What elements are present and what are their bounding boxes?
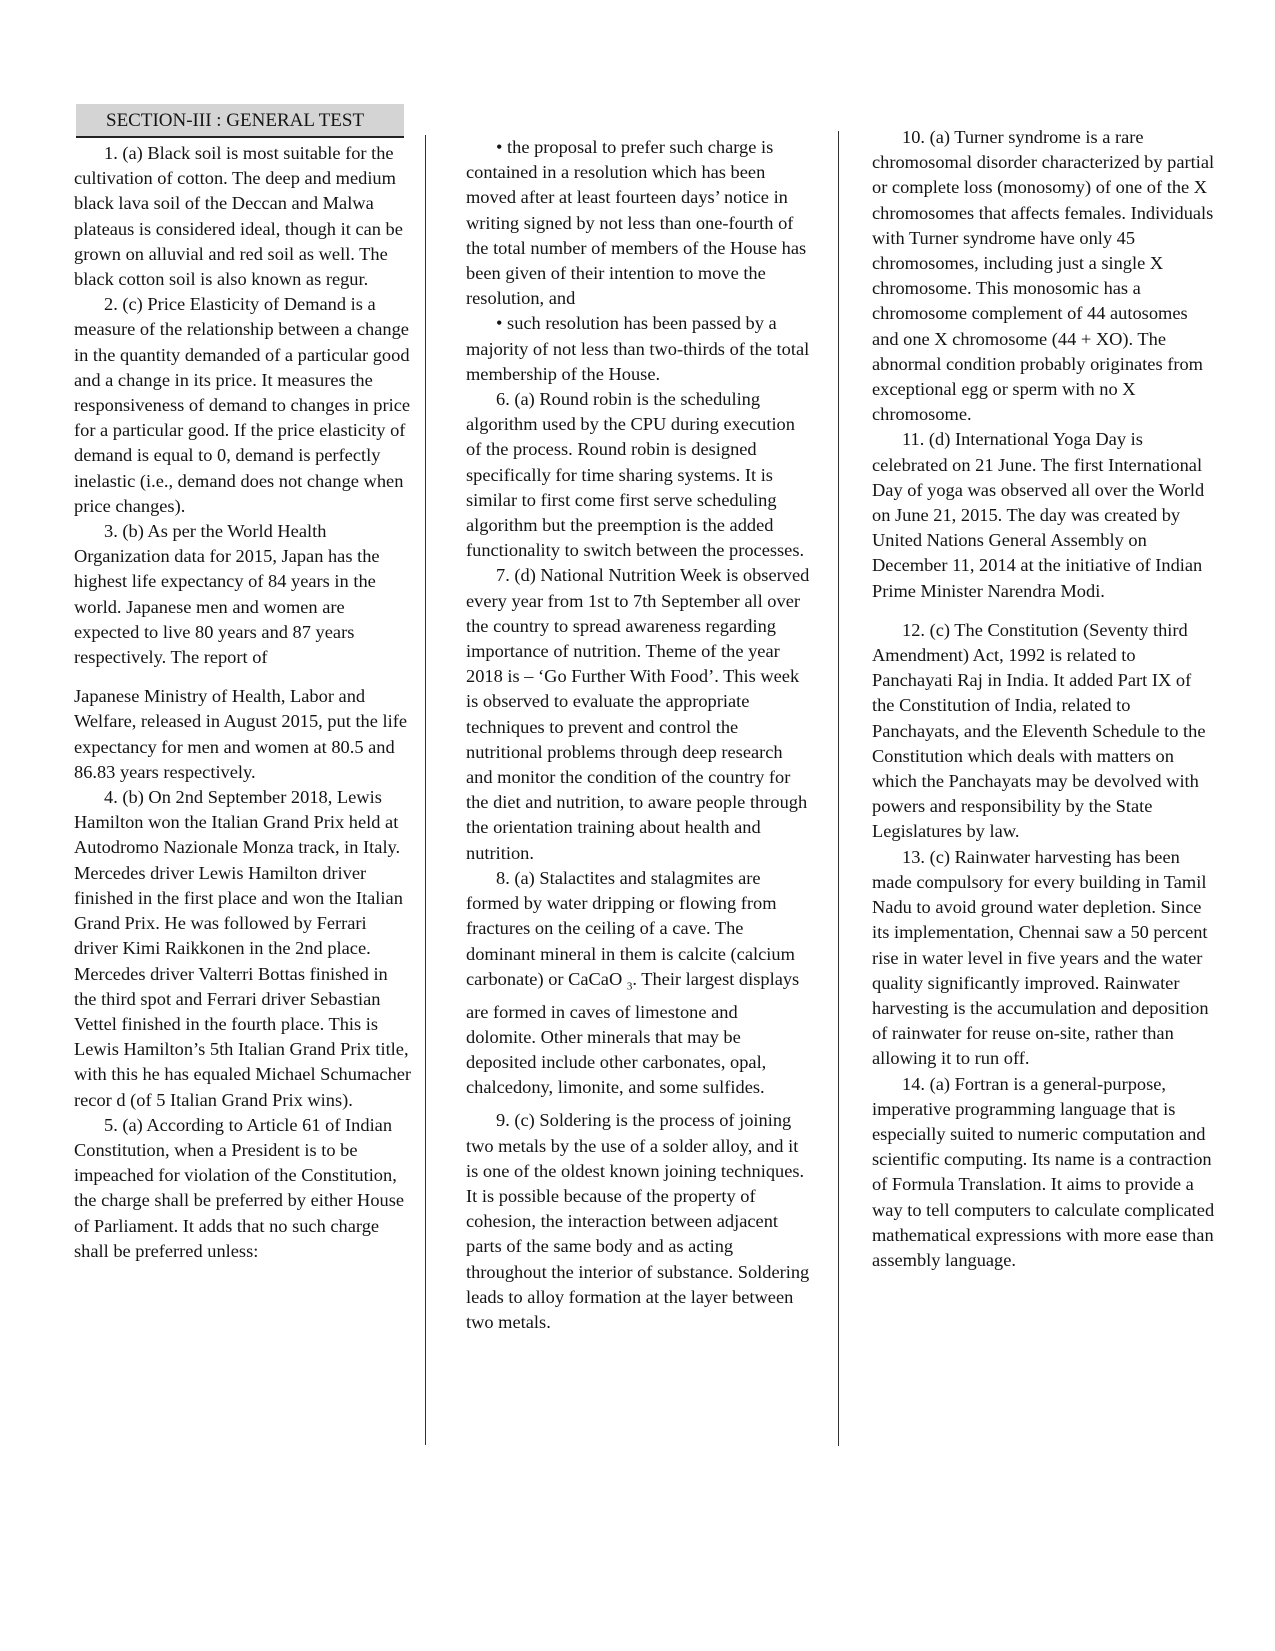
answer-4: 4. (b) On 2nd September 2018, Lewis Hamilton won the Italian Grand Prix held at Autodromo Nazionale Monza track, in Italy. Mercedes driver Lewis Hamilton driver finished in the first place and won the Italian Grand Prix. He was followed by Ferrari driver Kimi Raikkonen in the 2nd place. Mercedes driver Valterri Bottas finished in the third spot and Ferrari driver Sebastian Vettel finished in the fourth place. This is Lewis Hamilton’s 5th Italian Grand Prix title, with this he has equaled Michael Schumacher recor d (of 5 Italian Grand Prix wins).	[74, 787, 412, 1110]
answer-8-text-b: . Their largest displays are formed in caves of limestone and dolomite. Other minerals that may be deposited include other carbonates, opal, chalcedony, limonite, and some sulfides.	[466, 968, 800, 1098]
column-middle	[466, 135, 811, 1335]
answer-7: 7. (d) National Nutrition Week is observed every year from 1st to 7th September all over the country to spread awareness regarding importance of nutrition. Theme of the year 2018 is – ‘Go Further With Food’. This week is observed to evaluate the appropriate techniques to prevent and control the nutritional problems through deep research and monitor the condition of the country for the diet and nutrition, to aware people through the orientation training about health and nutrition.	[466, 565, 810, 863]
answer-8-text-a: 8. (a) Stalactites and stalagmites are formed by water dripping or flowing from fractures on the ceiling of a cave. The dominant mineral in them is calcite (calcium carbonate) or CaCaO	[466, 867, 795, 989]
impeachment-condition-2: • such resolution has been passed by a majority of not less than two-thirds of the total membership of the House.	[466, 313, 810, 384]
answer-9: 9. (c) Soldering is the process of joining two metals by the use of a solder alloy, and it is one of the oldest known joining techniques. It is possible because of the property of cohesion, the interaction between adjacent parts of the same body and as acting throughout the interior of substance. Soldering leads to alloy formation at the layer between two metals.	[466, 1110, 810, 1333]
answer-13: 13. (c) Rainwater harvesting has been made compulsory for every building in Tamil Nadu to avoid ground water depletion. Since its implementation, Chennai saw a 50 percent rise in water level in five years and the water quality significantly improved. Rainwater harvesting is the accumulation and deposition of rainwater for reuse on-site, rather than allowing it to run off.	[872, 846, 1209, 1069]
subscript-3: 3	[626, 980, 633, 993]
answer-3-continued: Japanese Ministry of Health, Labor and Welfare, released in August 2015, put the life expectancy for men and women at 80.5 and 86.83 years respectively.	[74, 686, 408, 782]
answer-6: 6. (a) Round robin is the scheduling algorithm used by the CPU during execution of the process. Round robin is designed specifically for time sharing systems. It is similar to first come first serve scheduling algorithm but the preemption is the added functionality to switch between the processes.	[466, 389, 805, 561]
answer-11: 11. (d) International Yoga Day is celebrated on 21 June. The first International Day of yoga was observed all over the World on June 21, 2015. The day was created by United Nations General Assembly on December 11, 2014 at the initiative of Indian Prime Minister Narendra Modi.	[872, 429, 1205, 601]
section-title: SECTION-III : GENERAL TEST	[76, 104, 404, 138]
answer-12: 12. (c) The Constitution (Seventy third Amendment) Act, 1992 is related to Panchayati Raj in India. It added Part IX of the Constitution of India, related to Panchayats, and the Eleventh Schedule to the Constitution which deals with matters on which the Panchayats may be devolved with powers and responsibility by the State Legislatures by law.	[872, 619, 1206, 842]
answer-1: 1. (a) Black soil is most suitable for the cultivation of cotton. The deep and medium black lava soil of the Deccan and Malwa plateaus is considered ideal, though it can be grown on alluvial and red soil as well. The black cotton soil is also known as regur.	[74, 143, 403, 290]
column-left	[74, 141, 412, 1264]
impeachment-condition-1: • the proposal to prefer such charge is contained in a resolution which has been moved after at least fourteen days’ notice in writing signed by not less than one-fourth of the total number of members of the House has been given of their intention to move the resolution, and	[466, 137, 807, 309]
answer-3: 3. (b) As per the World Health Organization data for 2015, Japan has the highest life expectancy of 84 years in the world. Japanese men and women are expected to live 80 years and 87 years respectively. The report of	[74, 521, 380, 668]
column-divider-right	[838, 131, 839, 1446]
answer-2: 2. (c) Price Elasticity of Demand is a measure of the relationship between a change in the quantity demanded of a particular good and a change in its price. It measures the responsiveness of demand to changes in price for a particular good. If the price elasticity of demand is equal to 0, demand is perfectly inelastic (i.e., demand does not change when price changes).	[74, 294, 411, 516]
answer-8	[466, 866, 811, 1101]
column-right	[872, 125, 1217, 1273]
answer-14: 14. (a) Fortran is a general-purpose, imperative programming language that is especially suited to numeric computation and scientific computing. Its name is a contraction of Formula Translation. It aims to provide a way to tell computers to calculate complicated mathematical expressions with more ease than assembly language.	[872, 1073, 1215, 1270]
column-divider-left	[425, 135, 426, 1445]
answer-10: 10. (a) Turner syndrome is a rare chromosomal disorder characterized by partial or complete loss (monosomy) of one of the X chromosomes that affects females. Individuals with Turner syndrome have only 45 chromosomes, including just a single X chromosome. This monosomic has a chromosome complement of 44 autosomes and one X chromosome (44 + XO). The abnormal condition probably originates from exceptional egg or sperm with no X chromosome.	[872, 127, 1215, 425]
answer-5: 5. (a) According to Article 61 of Indian Constitution, when a President is to be impeached for violation of the Constitution, the charge shall be preferred by either House of Parliament. It adds that no such charge shall be preferred unless:	[74, 1114, 405, 1261]
